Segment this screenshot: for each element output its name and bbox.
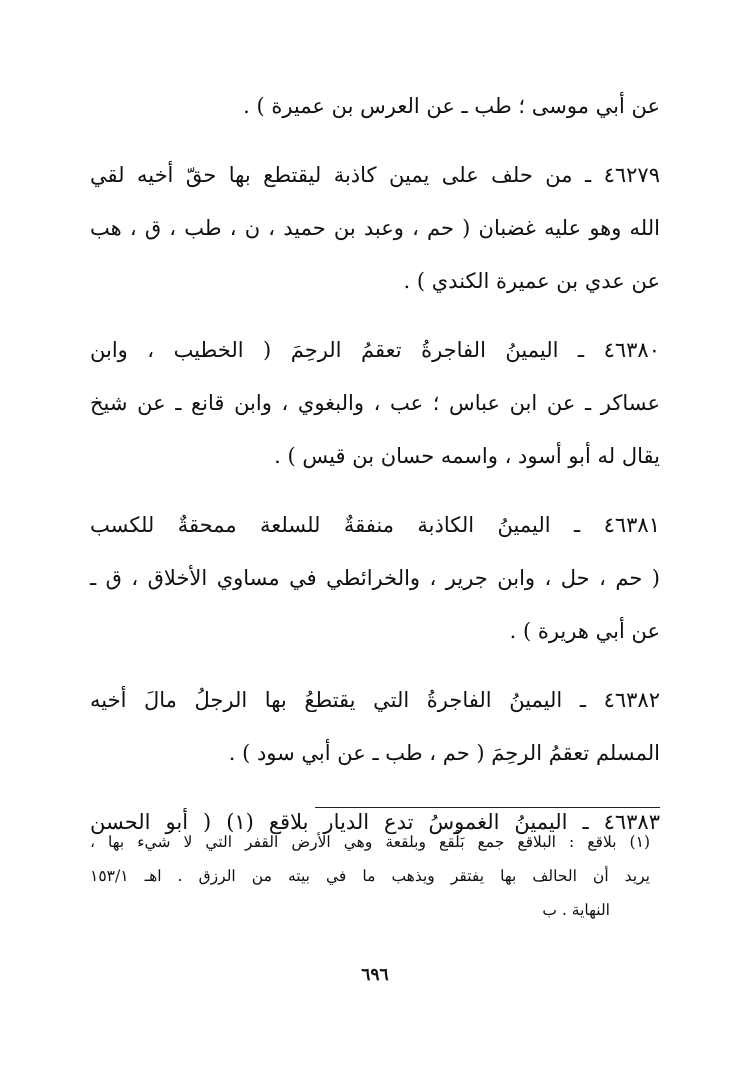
text-line: عن أبي هريرة ) . bbox=[509, 619, 660, 643]
text-line: ٤٦٣٨٢ ـ اليمينُ الفاجرةُ التي يقتطعُ بها الرجلُ مالَ أخيه bbox=[90, 688, 660, 712]
text-line: ( حم ، حل ، وابن جرير ، والخرائطي في مساوي الأخلاق ، ق ـ bbox=[90, 566, 660, 590]
text-line: ٤٦٣٨٠ ـ اليمينُ الفاجرةُ تعقمُ الرحِمَ ( الخطيب ، وابن bbox=[90, 338, 660, 362]
footnote-divider bbox=[315, 807, 660, 808]
footnote bbox=[90, 825, 650, 927]
text-line: الله وهو عليه غضبان ( حم ، وعبد بن حميد ، ن ، طب ، ق ، هب bbox=[90, 216, 660, 240]
text-line: ٤٦٣٨١ ـ اليمينُ الكاذبة منفقةٌ للسلعة ممحقةٌ للكسب bbox=[90, 513, 660, 537]
text-line: ٤٦٣٨٣ ـ اليمينُ الغموسُ تدع الديار بلاقع (١) ( أبو الحسن bbox=[90, 810, 660, 834]
document-page bbox=[90, 80, 660, 1040]
page-number: ٦٩٦ bbox=[361, 965, 389, 985]
hadith-entry-46382 bbox=[90, 674, 660, 780]
text-line: عن عدي بن عميرة الكندي ) . bbox=[403, 269, 660, 293]
text-line: يقال له أبو أسود ، واسمه حسان بن قيس ) . bbox=[274, 444, 660, 468]
hadith-entry-46381 bbox=[90, 499, 660, 658]
hadith-entry-46279 bbox=[90, 149, 660, 308]
hadith-entry-46380 bbox=[90, 324, 660, 483]
text-line: عن أبي موسى ؛ طب ـ عن العرس بن عميرة ) . bbox=[243, 94, 660, 118]
footnote-line: يريد أن الحالف بها يفتقر ويذهب ما في بيته من الرزق . اهـ ١٥٣/١ bbox=[90, 867, 650, 885]
footnote-line: (١) بلاقع : البلاقع جمع بَلْقع وبلقعة وهي الأرض القفر التي لا شيء بها ، bbox=[90, 833, 650, 851]
text-line: المسلم تعقمُ الرحِمَ ( حم ، طب ـ عن أبي سود ) . bbox=[228, 741, 660, 765]
text-line: ٤٦٢٧٩ ـ من حلف على يمين كاذبة ليقتطع بها حقّ أخيه لقي bbox=[90, 163, 660, 187]
entry-continuation bbox=[90, 80, 660, 133]
text-line: عساكر ـ عن ابن عباس ؛ عب ، والبغوي ، وابن قانع ـ عن شيخ bbox=[90, 391, 660, 415]
footnote-line: النهاية . ب bbox=[542, 901, 610, 919]
